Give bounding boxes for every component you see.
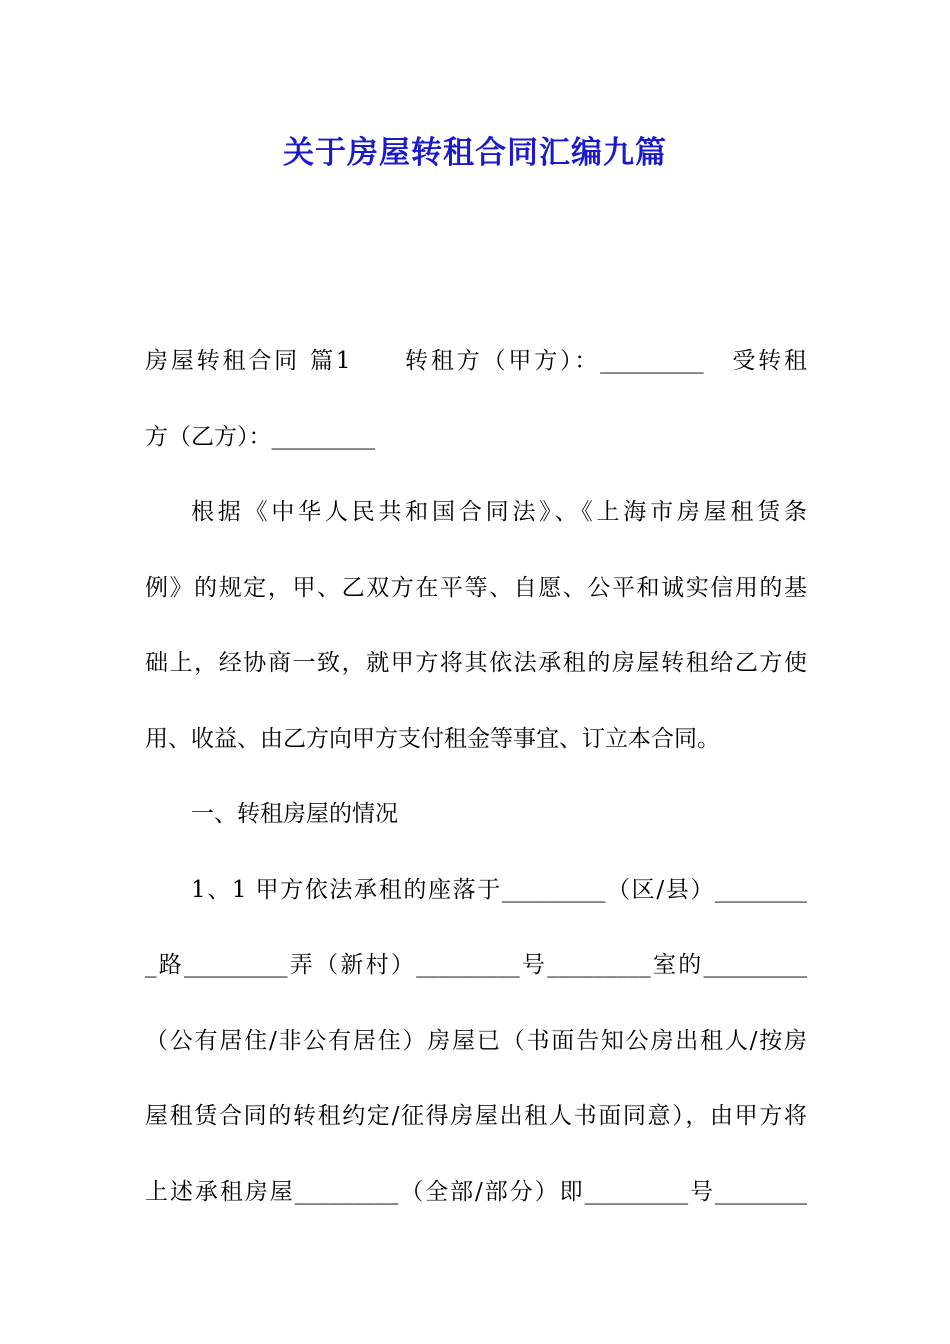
text-line: 础上，经协商一致，就甲方将其依法承租的房屋转租给乙方使 xyxy=(145,650,807,676)
text-line: 方（乙方）：_________ xyxy=(145,423,375,450)
text-line: （公有居住/非公有居住）房屋已（书面告知公房出租人/按房 xyxy=(145,1027,807,1054)
text-line: 根据《中华人民共和国合同法》、《上海市房屋租赁条 xyxy=(191,499,807,525)
text-line: 房屋转租合同 篇1 转租方（甲方）：_________ 受转租 xyxy=(145,348,807,374)
text-line: 上述承租房屋_________（全部/部分）即_________号________ xyxy=(145,1178,807,1205)
text-line: _路_________弄（新村）_________号_________室的_________ xyxy=(145,952,807,978)
text-line: 例》的规定，甲、乙双方在平等、自愿、公平和诚实信用的基 xyxy=(145,574,807,601)
document-body xyxy=(145,336,807,1242)
text-line: 用、收益、由乙方向甲方支付租金等事宜、订立本合同。 xyxy=(145,725,720,752)
section-heading: 一、转租房屋的情况 xyxy=(191,801,398,827)
document-title: 关于房屋转租合同汇编九篇 xyxy=(283,135,667,171)
text-line: 屋租赁合同的转租约定/征得房屋出租人书面同意），由甲方将 xyxy=(145,1103,807,1129)
text-line: 1、1 甲方依法承租的座落于_________（区/县）________ xyxy=(191,876,807,903)
